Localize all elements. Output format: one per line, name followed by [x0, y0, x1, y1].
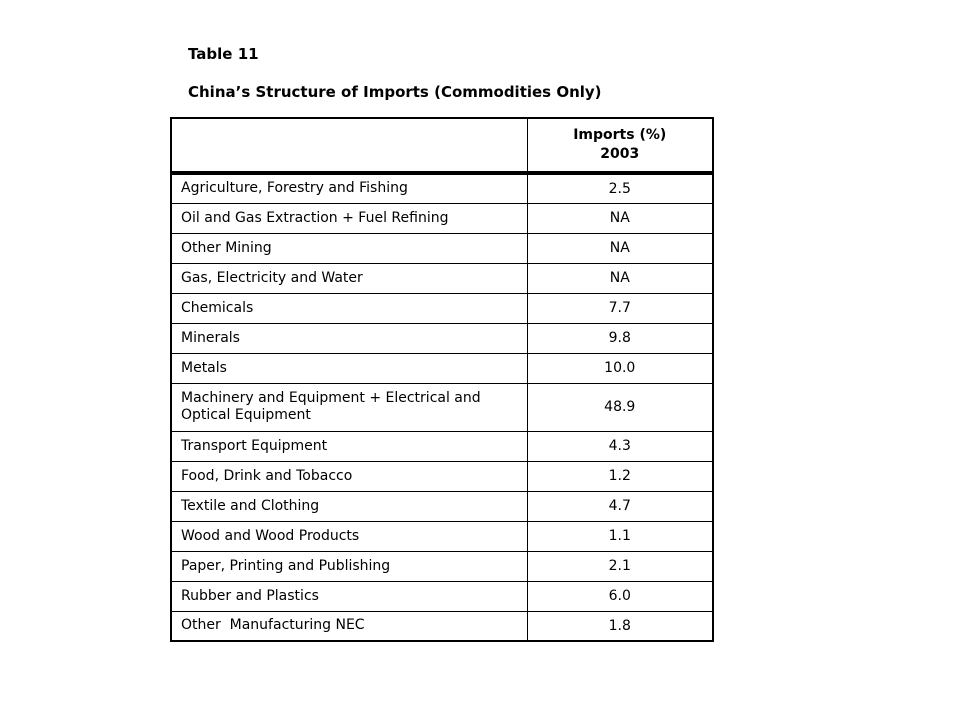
row-label: Metals [171, 353, 527, 383]
table-row [171, 551, 713, 581]
row-value: 10.0 [527, 353, 713, 383]
row-value: 1.2 [527, 461, 713, 491]
row-value: 4.7 [527, 491, 713, 521]
table-row [171, 323, 713, 353]
header-blank-cell [171, 118, 527, 173]
table-header [171, 118, 713, 173]
row-label: Rubber and Plastics [171, 581, 527, 611]
row-label: Minerals [171, 323, 527, 353]
row-value: NA [527, 263, 713, 293]
row-label: Textile and Clothing [171, 491, 527, 521]
table-caption: China’s Structure of Imports (Commodities Only) [188, 83, 602, 101]
header-imports-cell [527, 118, 713, 173]
table-row [171, 521, 713, 551]
table-row [171, 353, 713, 383]
row-value: NA [527, 203, 713, 233]
row-value: 9.8 [527, 323, 713, 353]
table-number: Table 11 [188, 45, 259, 63]
row-label: Chemicals [171, 293, 527, 323]
row-label: Agriculture, Forestry and Fishing [171, 173, 527, 203]
row-label: Wood and Wood Products [171, 521, 527, 551]
table-row [171, 293, 713, 323]
row-value: 2.1 [527, 551, 713, 581]
row-value: 1.1 [527, 521, 713, 551]
header-row [171, 118, 713, 173]
table-row [171, 491, 713, 521]
table-row [171, 461, 713, 491]
row-value: 7.7 [527, 293, 713, 323]
table-body [171, 173, 713, 641]
table-row [171, 203, 713, 233]
table-row [171, 233, 713, 263]
row-label: Transport Equipment [171, 431, 527, 461]
header-imports-label: Imports (%) [573, 127, 667, 143]
table-row [171, 173, 713, 203]
row-value: 2.5 [527, 173, 713, 203]
table-row [171, 263, 713, 293]
row-label: Food, Drink and Tobacco [171, 461, 527, 491]
row-label: Oil and Gas Extraction + Fuel Refining [171, 203, 527, 233]
row-label: Machinery and Equipment + Electrical and Optical Equipment [171, 383, 527, 431]
row-label: Paper, Printing and Publishing [171, 551, 527, 581]
row-value: NA [527, 233, 713, 263]
table-row [171, 383, 713, 431]
table-row [171, 611, 713, 641]
row-label: Other Mining [171, 233, 527, 263]
row-value: 1.8 [527, 611, 713, 641]
row-label: Gas, Electricity and Water [171, 263, 527, 293]
header-year-label: 2003 [600, 146, 640, 162]
row-value: 48.9 [527, 383, 713, 431]
imports-table [170, 117, 714, 642]
row-value: 6.0 [527, 581, 713, 611]
table-row [171, 581, 713, 611]
row-label: Other Manufacturing NEC [171, 611, 527, 641]
table-row [171, 431, 713, 461]
row-value: 4.3 [527, 431, 713, 461]
